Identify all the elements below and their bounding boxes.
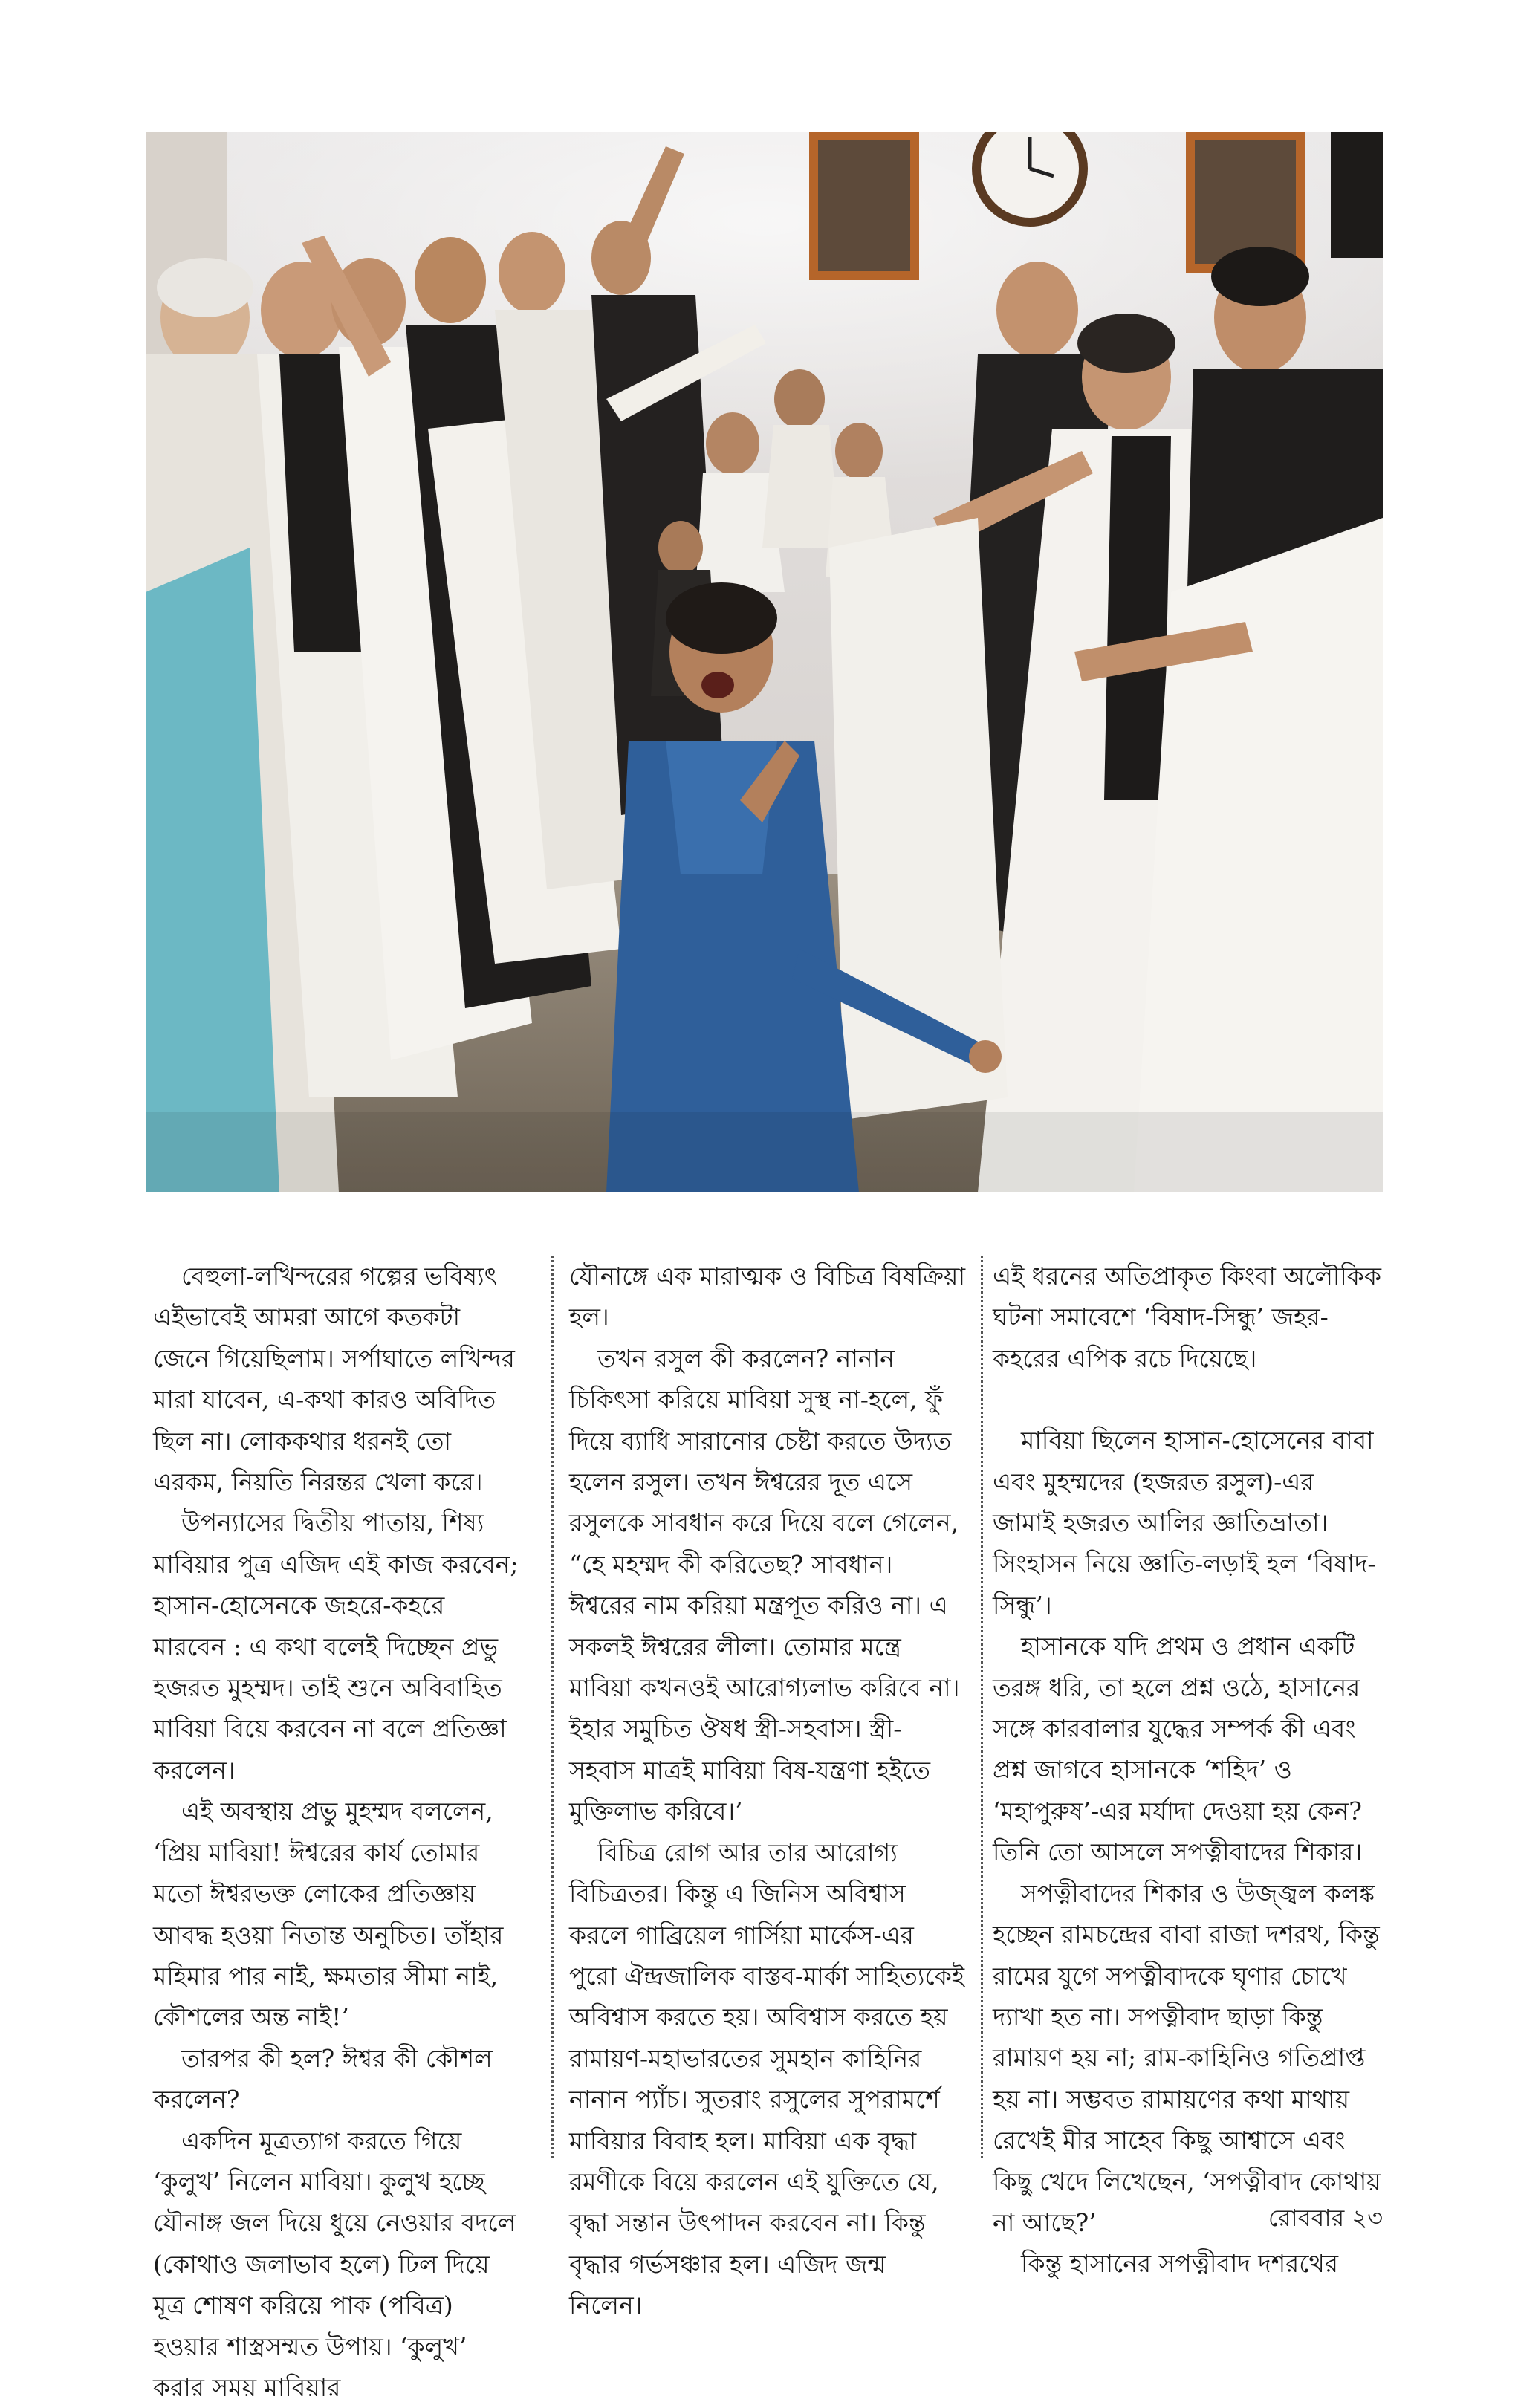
paragraph: যৌনাঙ্গে এক মারাত্মক ও বিচিত্র বিষক্রিয়া হল। (569, 1262, 966, 1332)
paragraph: হাসানকে যদি প্রথম ও প্রধান একটি তরঙ্গ ধরি, তা হলে প্রশ্ন ওঠে, হাসানের সঙ্গে কারবালার যুদ্ধের সম্পর্ক কী এবং প্রশ্ন জাগবে হাসানকে ‘শহিদ’ ও ‘মহাপুরুষ’-এর মর্যাদা দেওয়া হয় কেন? তিনি তো আসলে সপত্নীবাদের শিকার। (993, 1632, 1363, 1867)
paragraph: তখন রসুল কী করলেন? নানান চিকিৎসা করিয়ে মাবিয়া সুস্থ না-হলে, ফুঁ দিয়ে ব্যাধি সারানোর চেষ্টা করতে উদ্যত হলেন রসুল। তখন ঈশ্বরের দূত এসে রসুলকে সাবধান করে দিয়ে বলে গেলেন, “হে মহম্মদ কী করিতেছ? সাবধান। ঈশ্বরের নাম করিয়া মন্ত্রপূত করিও না। এ সকলই ঈশ্বরের লীলা। তোমার মন্ত্রে মাবিয়া কখনওই আরোগ্যলাভ করিবে না। ইহার সমুচিত ঔষধ স্ত্রী-সহবাস। স্ত্রী-সহবাস মাত্রই মাবিয়া বিষ-যন্ত্রণা হইতে মুক্তিলাভ করিবে।’ (569, 1343, 960, 1826)
text-column-2 (569, 1256, 967, 2320)
paragraph: এই ধরনের অতিপ্রাকৃত কিংবা অলৌকিক ঘটনা সমাবেশে ‘বিষাদ-সিন্ধু’ জহর-কহরের এপিক রচে দিয়েছে। (993, 1262, 1381, 1373)
paragraph: মাবিয়া ছিলেন হাসান-হোসেনের বাবা এবং মুহম্মদের (হজরত রসুল)-এর জামাই হজরত আলির জ্ঞাতিভ্রাতা। সিংহাসন নিয়ে জ্ঞাতি-লড়াই হল ‘বিষাদ-সিন্ধু’। (993, 1426, 1376, 1620)
paragraph: সপত্নীবাদের শিকার ও উজ্জ্বল কলঙ্ক হচ্ছেন রামচন্দ্রের বাবা রাজা দশরথ, কিন্তু রামের যুগে সপত্নীবাদকে ঘৃণার চোখে দ্যাখা হত না। সপত্নীবাদ ছাড়া কিন্তু রামায়ণ হয় না; রাম-কাহিনিও গতিপ্রাপ্ত হয় না। সম্ভবত রামায়ণের কথা মাথায় রেখেই মীর সাহেব কিছু আশ্বাসে এবং কিছু খেদে লিখেছেন, ‘সপত্নীবাদ কোথায় না আছে?’ (993, 1878, 1381, 2237)
paragraph: উপন্যাসের দ্বিতীয় পাতায়, শিষ্য মাবিয়ার পুত্র এজিদ এই কাজ করবেন; হাসান-হোসেনকে জহরে-কহরে মারবেন : এ কথা বলেই দিচ্ছেন প্রভু হজরত মুহম্মদ। তাই শুনে অবিবাহিত মাবিয়া বিয়ে করবেন না বলে প্রতিজ্ঞা করলেন। (153, 1508, 519, 1785)
page-number-label: রোববার ২৩ (1268, 2204, 1383, 2232)
paragraph: একদিন মূত্রত্যাগ করতে গিয়ে ‘কুলুখ’ নিলেন মাবিয়া। কুলুখ হচ্ছে যৌনাঙ্গ জল দিয়ে ধুয়ে নেওয়ার বদলে (কোথাও জলাভাব হলে) ঢিল দিয়ে মূত্র শোষণ করিয়ে পাক (পবিত্র) হওয়ার শাস্ত্রসম্মত উপায়। ‘কুলুখ’ করার সময় মাবিয়ার (153, 2126, 516, 2402)
paragraph: তারপর কী হল? ঈশ্বর কী কৌশল করলেন? (153, 2043, 493, 2115)
paragraph: বিচিত্র রোগ আর তার আরোগ্য বিচিত্রতর। কিন্তু এ জিনিস অবিশ্বাস করলে গাব্রিয়েল গার্সিয়া মার্কেস-এর পুরো ঐন্দ্রজালিক বাস্তব-মার্কা সাহিত্যকেই অবিশ্বাস করতে হয়। অবিশ্বাস করতে হয় রামায়ণ-মহাভারতের সুমহান কাহিনির নানান প্যাঁচ। সুতরাং রসুলের সুপরামর্শে মাবিয়ার বিবাহ হল। মাবিয়া এক বৃদ্ধা রমণীকে বিয়ে করলেন এই যুক্তিতে যে, বৃদ্ধা সন্তান উৎপাদন করবেন না। কিন্তু বৃদ্ধার গর্ভসঞ্চার হল। এজিদ জন্ম নিলেন। (569, 1837, 964, 2320)
paragraph: এই অবস্থায় প্রভু মুহম্মদ বললেন, ‘প্রিয় মাবিয়া! ঈশ্বরের কার্য তোমার মতো ঈশ্বরভক্ত লোকের প্রতিজ্ঞায় আবদ্ধ হওয়া নিতান্ত অনুচিত। তাঁহার মহিমার পার নাই, ক্ষমতার সীমা নাই, কৌশলের অন্ত নাই!’ (153, 1797, 504, 2032)
paragraph: কিন্তু হাসানের সপত্নীবাদ দশরথের (1021, 2249, 1339, 2279)
photo-illustration (146, 132, 1383, 1192)
paragraph: বেহুলা-লখিন্দরের গল্পের ভবিষ্যৎ এইভাবেই আমরা আগে কতকটা জেনে গিয়েছিলাম। সর্পাঘাতে লখিন্দর মারা যাবেন, এ-কথা কারও অবিদিত ছিল না। লোককথার ধরনই তো এরকম, নিয়তি নিরন্তর খেলা করে। (153, 1262, 515, 1497)
article-photo (146, 132, 1383, 1192)
column-divider (981, 1256, 983, 2158)
page-footer (1268, 2199, 1383, 2239)
column-divider (551, 1256, 554, 2158)
text-column-1 (153, 1256, 521, 2402)
